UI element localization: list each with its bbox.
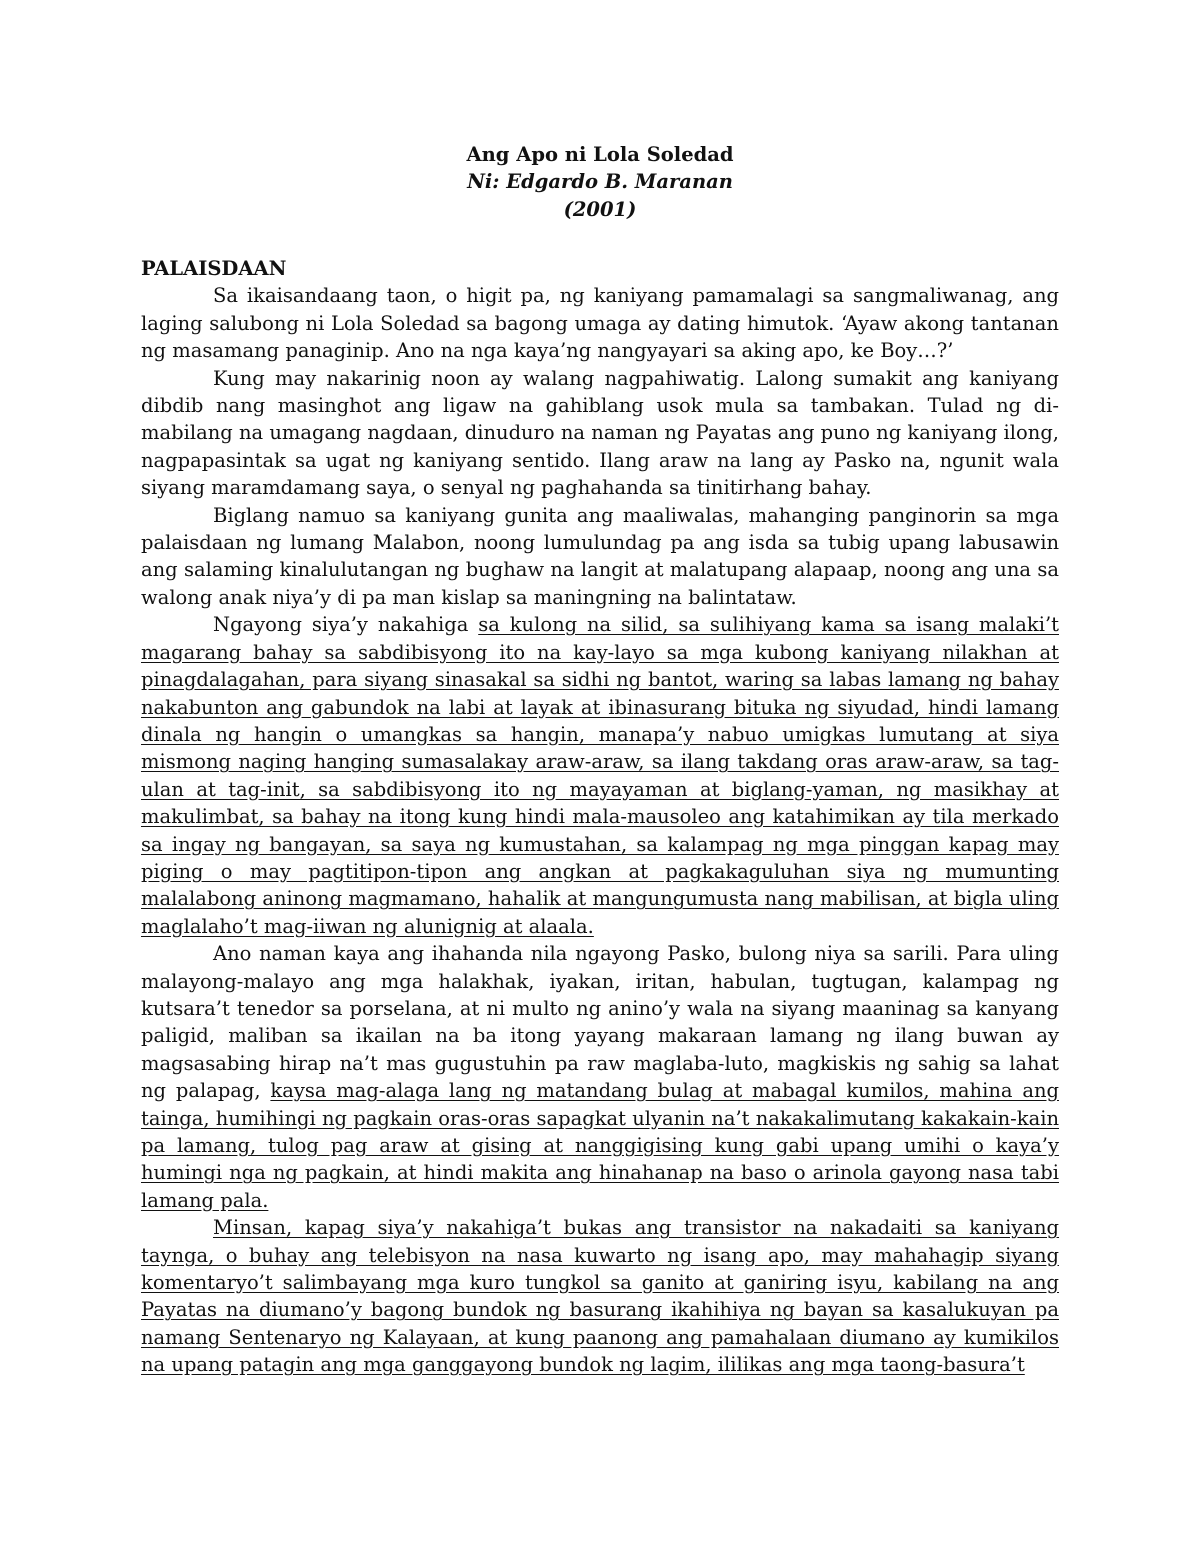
publication-year: (2001) (563, 197, 637, 221)
underlined-passage: Minsan, kapag siya’y nakahiga’t bukas ang transistor na nakadaiti sa kaniyang taynga, o buhay ang telebisyon na nasa kuwarto ng isang apo, may mahahagip siyang komentaryo’t salimbayang mga kuro tungkol sa ganito at ganiring isyu, kabilang na ang Payatas na diumano’y bagong bundok ng basurang ikahihiya ng bayan sa kasalukuyan pa namang Sentenaryo ng Kalayaan, at kung paanong ang pamahalaan diumano ay kumikilos na upang patagin ang mga ganggayong bundok ng lagim, ililikas ang mga taong-basura’t (141, 1216, 1059, 1377)
document-title: Ang Apo ni Lola Soledad (466, 143, 734, 166)
paragraph-6 (141, 1214, 1059, 1378)
author-byline: Ni: Edgardo B. Maranan (467, 170, 733, 194)
paragraph-5: Ano naman kaya ang ihahanda nila ngayong Pasko, bulong niya sa sarili. Para uling malayong-malayo ang mga halakhak, iyakan, iritan, habulan, tugtugan, kalampag ng kutsara’t tenedor sa porselana, at ni multo ng anino’y wala na siyang maaninag sa kanyang paligid, maliban sa ikailan na ba itong yayang makaraan lamang ng ilang buwan ay magsasabing hirap na’t mas gugustuhin pa raw maglaba-luto, magkiskis ng sahig sa lahat ng palapag, kaysa mag-alaga lang ng matandang bulag at mabagal kumilos, mahina ang tainga, humihingi ng pagkain oras-oras sapagkat ulyanin na’t nakakalimutang kakakain-kain pa lamang, tulog pag araw at gising at nanggigising kung gabi upang umihi o kaya’y humingi nga ng pagkain, at hindi makita ang hinahanap na baso o arinola gayong nasa tabi lamang pala. (141, 942, 1059, 1212)
paragraph-4: Ngayong siya’y nakahiga sa kulong na silid, sa sulihiyang kama sa isang malaki’t magarang bahay sa sabdibisyong ito na kay-layo sa mga kubong kaniyang nilakhan at pinagdalagahan, para siyang sinasakal sa sidhi ng bantot, waring sa labas lamang ng bahay nakabunton ang gabundok na labi at layak at ibinasurang bituka ng siyudad, hindi lamang dinala ng hangin o umangkas sa hangin, manapa’y nabuo umigkas lumutang at siya mismong naging hanging sumasalakay araw-araw, sa ilang takdang oras araw-araw, sa tag-ulan at tag-init, sa sabdibisyong ito ng mayayaman at biglang-yaman, ng masikhay at makulimbat, sa bahay na itong kung hindi mala-mausoleo ang katahimikan ay tila merkado sa ingay ng bangayan, sa saya ng kumustahan, sa kalampag ng mga pinggan kapag may piging o may pagtitipon-tipon ang angkan at pagkakaguluhan siya ng mumunting malalabong aninong magmamano, hahalik at mangungumusta nang mabilisan, at bigla uling maglalaho’t mag-iiwan ng alunignig at alaala. (141, 613, 1059, 938)
paragraph-1: Sa ikaisandaang taon, o higit pa, ng kaniyang pamamalagi sa sangmaliwanag, ang laging salubong ni Lola Soledad sa bagong umaga ay dating himutok. ‘Ayaw akong tantanan ng masamang panaginip. Ano na nga kaya’ng nangyayari sa aking apo, ke Boy…?’ (141, 284, 1059, 363)
paragraph-2: Kung may nakarinig noon ay walang nagpahiwatig. Lalong sumakit ang kaniyang dibdib nang masinghot ang ligaw na gahiblang usok mula sa tambakan. Tulad ng di-mabilang na umagang nagdaan, dinuduro na naman ng Payatas ang puno ng kaniyang ilong, nagpapasintak sa ugat ng kaniyang sentido. Ilang araw na lang ay Pasko na, ngunit wala siyang maramdamang saya, o senyal ng paghahanda sa tinitirhang bahay. (141, 366, 1059, 500)
document-body (141, 255, 1059, 1379)
section-heading: PALAISDAAN (141, 257, 287, 280)
paragraph-3: Biglang namuo sa kaniyang gunita ang maaliwalas, mahanging panginorin sa mga palaisdaan ng lumang Malabon, noong lumulundag pa ang isda sa tubig upang labusawin ang salaming kinalulutangan ng bughaw na langit at malatupang alapaap, noong ang una sa walong anak niya’y di pa man kislap sa maningning na balintataw. (141, 503, 1059, 609)
document-header (0, 141, 1200, 223)
underlined-passage: kaysa mag-alaga lang ng matandang bulag at mabagal kumilos, mahina ang tainga, humihingi ng pagkain oras-oras sapagkat ulyanin na’t nakakalimutang kakakain-kain pa lamang, tulog pag araw at gising at nanggigising kung gabi upang umihi o kaya’y humingi nga ng pagkain, at hindi makita ang hinahanap na baso o arinola gayong nasa tabi lamang pala. (141, 1079, 1059, 1212)
underlined-passage: sa kulong na silid, sa sulihiyang kama sa isang malaki’t magarang bahay sa sabdibisyong ito na kay-layo sa mga kubong kaniyang nilakhan at pinagdalagahan, para siyang sinasakal sa sidhi ng bantot, waring sa labas lamang ng bahay nakabunton ang gabundok na labi at layak at ibinasurang bituka ng siyudad, hindi lamang dinala ng hangin o umangkas sa hangin, manapa’y nabuo umigkas lumutang at siya mismong naging hanging sumasalakay araw-araw, sa ilang takdang oras araw-araw, sa tag-ulan at tag-init, sa sabdibisyong ito ng mayayaman at biglang-yaman, ng masikhay at makulimbat, sa bahay na itong kung hindi mala-mausoleo ang katahimikan ay tila merkado sa ingay ng bangayan, sa saya ng kumustahan, sa kalampag ng mga pinggan kapag may piging o may pagtitipon-tipon ang angkan at pagkakaguluhan siya ng mumunting malalabong aninong magmamano, hahalik at mangungumusta nang mabilisan, at bigla uling maglalaho’t mag-iiwan ng alunignig at alaala. (141, 613, 1059, 938)
